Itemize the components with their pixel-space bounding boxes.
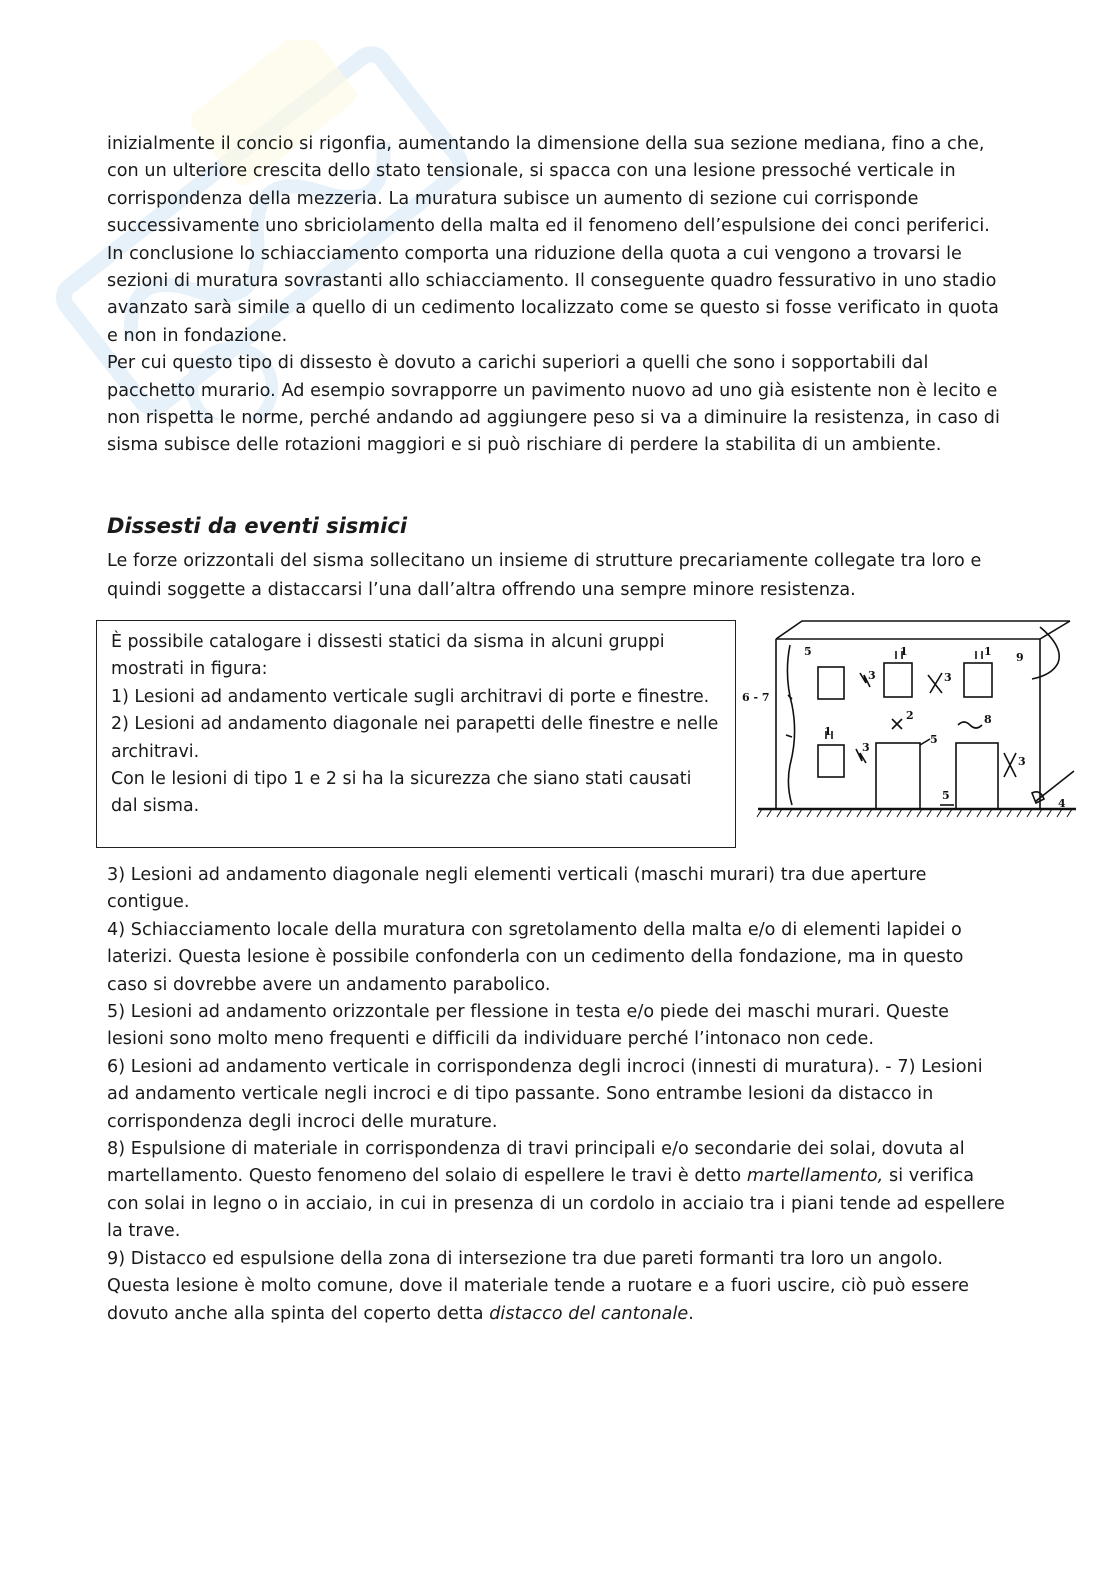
figure-label: 1 — [824, 725, 832, 738]
figure-label: 4 — [1058, 797, 1066, 810]
box-item-2: 2) Lesioni ad andamento diagonale nei parapetti delle finestre e nelle architravi. — [111, 714, 719, 762]
seismic-damage-figure — [740, 615, 1080, 825]
figure-label: 2 — [906, 709, 914, 722]
list-text: 8) Espulsione di materiale in corrispondenza di travi principali e/o secondarie dei solai, dovuta al martellamento. Questo fenomeno del solaio di espellere le travi è detto — [107, 1139, 965, 1187]
figure-label: 3 — [862, 741, 870, 754]
figure-label: 3 — [1018, 755, 1026, 768]
list-item: 6) Lesioni ad andamento verticale in corrispondenza degli incroci (innesti di muratura). - 7) Lesioni ad andamento verticale negli incroci e di tipo passante. Sono entrambe lesioni da distacco in corrispondenza degli incroci delle murature. — [107, 1056, 983, 1132]
figure-label: 3 — [944, 671, 952, 684]
list-item: 5) Lesioni ad andamento orizzontale per flessione in testa e/o piede dei maschi murari. Queste lesioni sono molto meno frequenti e difficili da individuare perché l’intonaco non cede. — [107, 1002, 949, 1050]
paragraph: Per cui questo tipo di dissesto è dovuto a carichi superiori a quelli che sono i sopportabili dal pacchetto murario. Ad esempio sovrapporre un pavimento nuovo ad uno già esistente non è lecito e non rispetta le norme, perché andando ad aggiungere peso si va a diminuire la resistenza, in caso di sisma subisce delle rotazioni maggiori e si può rischiare di perdere la stabilita di un ambiente. — [107, 353, 1000, 456]
figure-label: 8 — [984, 713, 992, 726]
section-intro — [107, 547, 1007, 605]
figure-label: 5 — [930, 733, 938, 746]
list-item: 3) Lesioni ad andamento diagonale negli elementi verticali (maschi murari) tra due aperture contigue. — [107, 865, 927, 913]
box-note: Con le lesioni di tipo 1 e 2 si ha la sicurezza che siano stati causati dal sisma. — [111, 769, 692, 817]
list-text: si verifica con solai in legno o in acciaio, in cui in presenza di un cordolo in acciaio tra i piani tende ad espellere la trave. — [107, 1166, 1005, 1242]
figure-label: 1 — [984, 645, 992, 658]
paragraph: Le forze orizzontali del sisma sollecitano un insieme di strutture precariamente collegate tra loro e quindi soggette a distaccarsi l’una dall’altra offrendo una sempre minore resistenza. — [107, 551, 982, 600]
box-intro: È possibile catalogare i dissesti statici da sisma in alcuni gruppi mostrati in figura: — [111, 632, 665, 680]
box-item-1: 1) Lesioni ad andamento verticale sugli architravi di porte e finestre. — [111, 686, 710, 707]
list-text: . — [688, 1303, 694, 1324]
list-item — [107, 1136, 1007, 1246]
list-text: 9) Distacco ed espulsione della zona di intersezione tra due pareti formanti tra loro un angolo. Questa lesione è molto comune, dove il materiale tende a ruotare e a fuori uscire, ciò può essere dovuto anche alla spinta del coperto detta — [107, 1248, 970, 1324]
figure-label: 5 — [942, 789, 950, 802]
figure-label: 5 — [804, 645, 812, 658]
intro-text — [107, 131, 1007, 460]
figure-label: 9 — [1016, 651, 1024, 664]
list-emphasis: martellamento, — [746, 1166, 884, 1187]
figure-label: 3 — [868, 669, 876, 682]
list-item: 4) Schiacciamento locale della muratura con sgretolamento della malta e/o di elementi lapidei o laterizi. Questa lesione è possibile confonderla con un cedimento della fondazione, ma in questo caso si dovrebbe avere un andamento parabolico. — [107, 919, 964, 995]
figure-label: 6 - 7 — [742, 691, 770, 704]
figure-label: 1 — [900, 645, 908, 658]
list-emphasis: distacco del cantonale — [489, 1303, 689, 1324]
classification-box — [96, 620, 736, 848]
list-item — [107, 1246, 1007, 1328]
damage-list — [107, 862, 1007, 1328]
section-heading: Dissesti da eventi sismici — [107, 514, 408, 538]
paragraph: inizialmente il concio si rigonfia, aumentando la dimensione della sua sezione mediana, fino a che, con un ulteriore crescita dello stato tensionale, si spacca con una lesione pressoché verticale in corrispondenza della mezzeria. La muratura subisce un aumento di sezione cui corrisponde successivamente uno sbriciolamento della malta ed il fenomeno dell’espulsione dei conci periferici. In conclusione lo schiacciamento comporta una riduzione della quota a cui vengono a trovarsi le sezioni di muratura sovrastanti allo schiacciamento. Il conseguente quadro fessurativo in uno stadio avanzato sarà simile a quello di un cedimento localizzato come se questo si fosse verificato in quota e non in fondazione. — [107, 134, 999, 346]
